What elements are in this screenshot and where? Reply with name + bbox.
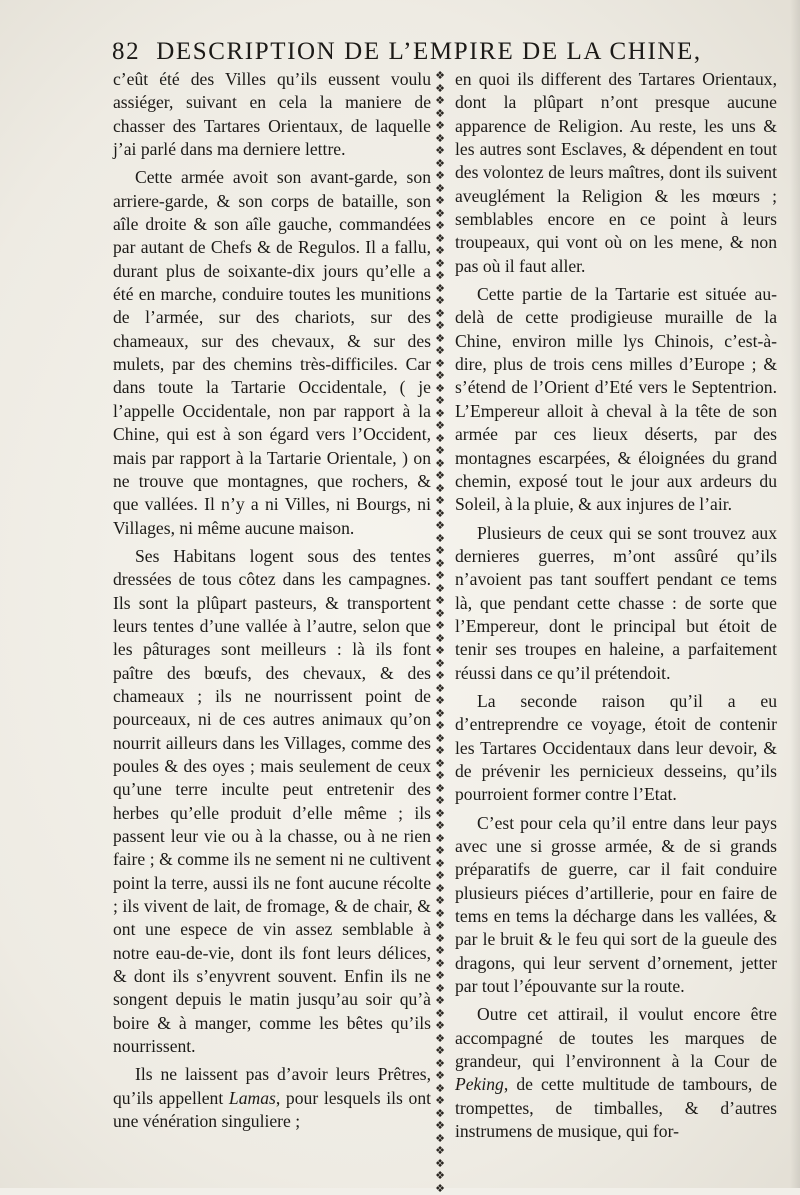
ornament-glyph: ❖ (433, 595, 447, 608)
paragraph (113, 1063, 431, 1133)
ornament-glyph: ❖ (433, 470, 447, 483)
ornament-glyph: ❖ (433, 583, 447, 596)
ornament-glyph: ❖ (433, 808, 447, 821)
ornament-glyph: ❖ (433, 483, 447, 496)
left-column (113, 68, 431, 1138)
ornament-glyph: ❖ (433, 1145, 447, 1158)
ornament-glyph: ❖ (433, 545, 447, 558)
ornament-glyph: ❖ (433, 533, 447, 546)
ornament-glyph: ❖ (433, 870, 447, 883)
ornament-glyph: ❖ (433, 195, 447, 208)
page-edge-shadow (790, 0, 800, 1188)
ornament-glyph: ❖ (433, 495, 447, 508)
text-run: Ils ne laissent pas d’avoir leurs Prêtres, qu’ils appellent (113, 1064, 431, 1107)
ornament-glyph: ❖ (433, 258, 447, 271)
ornament-glyph: ❖ (433, 733, 447, 746)
ornament-glyph: ❖ (433, 320, 447, 333)
ornament-glyph: ❖ (433, 158, 447, 171)
ornament-glyph: ❖ (433, 670, 447, 683)
ornament-glyph: ❖ (433, 783, 447, 796)
page-number: 82 (112, 38, 140, 65)
ornament-glyph: ❖ (433, 370, 447, 383)
ornament-glyph: ❖ (433, 170, 447, 183)
ornament-glyph: ❖ (433, 508, 447, 521)
ornament-glyph: ❖ (433, 558, 447, 571)
ornament-glyph: ❖ (433, 883, 447, 896)
ornament-glyph: ❖ (433, 283, 447, 296)
ornament-glyph: ❖ (433, 720, 447, 733)
text-run: , de cette multitude de tambours, de trompettes, de timballes, & d’autres instrumens de musique, qui for- (455, 1074, 777, 1141)
ornament-glyph: ❖ (433, 1008, 447, 1021)
ornament-glyph: ❖ (433, 645, 447, 658)
ornament-glyph: ❖ (433, 1133, 447, 1146)
ornament-glyph: ❖ (433, 1058, 447, 1071)
ornament-glyph: ❖ (433, 1070, 447, 1083)
ornament-glyph: ❖ (433, 1020, 447, 1033)
ornament-glyph: ❖ (433, 845, 447, 858)
text-run: Outre cet attirail, il voulut encore être accompagné de toutes les marques de grandeur, qui l’environnent à la Cour de (455, 1004, 777, 1071)
ornament-glyph: ❖ (433, 295, 447, 308)
ornament-glyph: ❖ (433, 658, 447, 671)
ornament-glyph: ❖ (433, 1158, 447, 1171)
ornament-glyph: ❖ (433, 570, 447, 583)
ornament-glyph: ❖ (433, 245, 447, 258)
ornament-glyph: ❖ (433, 995, 447, 1008)
ornament-glyph: ❖ (433, 145, 447, 158)
ornament-glyph: ❖ (433, 108, 447, 121)
ornament-glyph: ❖ (433, 95, 447, 108)
ornament-glyph: ❖ (433, 895, 447, 908)
ornament-glyph: ❖ (433, 270, 447, 283)
ornament-glyph: ❖ (433, 933, 447, 946)
ornament-glyph: ❖ (433, 620, 447, 633)
ornament-glyph: ❖ (433, 433, 447, 446)
ornament-glyph: ❖ (433, 445, 447, 458)
ornament-glyph: ❖ (433, 183, 447, 196)
ornament-glyph: ❖ (433, 1045, 447, 1058)
ornament-glyph: ❖ (433, 133, 447, 146)
ornament-glyph: ❖ (433, 745, 447, 758)
ornament-glyph: ❖ (433, 408, 447, 421)
ornament-glyph: ❖ (433, 120, 447, 133)
ornament-glyph: ❖ (433, 1095, 447, 1108)
ornament-glyph: ❖ (433, 958, 447, 971)
ornament-glyph: ❖ (433, 758, 447, 771)
ornament-glyph: ❖ (433, 695, 447, 708)
ornament-glyph: ❖ (433, 308, 447, 321)
ornament-glyph: ❖ (433, 945, 447, 958)
ornament-glyph: ❖ (433, 83, 447, 96)
right-column (455, 68, 777, 1148)
ornament-glyph: ❖ (433, 770, 447, 783)
ornament-glyph: ❖ (433, 1170, 447, 1183)
ornament-glyph: ❖ (433, 983, 447, 996)
paragraph: C’est pour cela qu’il entre dans leur pays avec une si grosse armée, & de si grands préparatifs de guerre, car il fait conduire plusieurs piéces d’artillerie, pour en faire de tems en tems la décharge dans les vallées, & par le bruit & le feu qui sort de la gueule des dragons, qui leur servent d’ornement, jetter par tout l’épouvante sur la route. (455, 812, 777, 999)
ornament-glyph: ❖ (433, 908, 447, 921)
paragraph: Cette partie de la Tartarie est située au-delà de cette prodigieuse muraille de la Chine, environ mille lys Chinois, c’est-à-dire, plus de trois cens milles d’Europe ; & s’étend de l’Orient d’Eté vers le Septentrion. L’Empereur alloit à cheval à la tête de son armée par ces lieux déserts, par des montagnes escarpées, & éloignées du grand chemin, exposé tout le jour aux ardeurs du Soleil, à la pluie, & aux injures de l’air. (455, 283, 777, 516)
ornament-glyph: ❖ (433, 608, 447, 621)
ornament-glyph: ❖ (433, 395, 447, 408)
ornament-glyph: ❖ (433, 1108, 447, 1121)
ornament-glyph: ❖ (433, 345, 447, 358)
ornament-glyph: ❖ (433, 520, 447, 533)
ornament-glyph: ❖ (433, 633, 447, 646)
ornament-glyph: ❖ (433, 833, 447, 846)
paragraph: La seconde raison qu’il a eu d’entreprendre ce voyage, étoit de contenir les Tartares Occidentaux dans leur devoir, & de prévenir les pernicieux desseins, qu’ils pourroient former contre l’Etat. (455, 690, 777, 807)
ornament-glyph: ❖ (433, 795, 447, 808)
ornament-glyph: ❖ (433, 708, 447, 721)
ornament-glyph: ❖ (433, 820, 447, 833)
ornament-glyph: ❖ (433, 1083, 447, 1096)
paragraph: Cette armée avoit son avant-garde, son arriere-garde, & son corps de bataille, son aîle droite & son aîle gauche, commandées par autant de Chefs & de Regulos. Il a fallu, durant plus de soixante-dix jours qu’elle a été en marche, conduire toutes les munitions de l’armée, sur des chariots, sur des chameaux, sur des chevaux, & sur des mulets, par des chemins très-difficiles. Car dans toute la Tartarie Occidentale, ( je l’appelle Occidentale, non par rapport à la Chine, qui est à son égard vers l’Occident, mais par rapport à la Tartarie Orientale, ) on ne trouve que montagnes, que rochers, & que vallées. Il n’y a ni Villes, ni Bourgs, ni Villages, ni même aucune maison. (113, 166, 431, 540)
ornament-glyph: ❖ (433, 420, 447, 433)
ornament-glyph: ❖ (433, 208, 447, 221)
paragraph (455, 1003, 777, 1143)
paragraph: c’eût été des Villes qu’ils eussent voulu assiéger, suivant en cela la maniere de chasser des Tartares Orientaux, de laquelle j’ai parlé dans ma derniere lettre. (113, 68, 431, 161)
ornament-glyph: ❖ (433, 458, 447, 471)
ornament-glyph: ❖ (433, 1033, 447, 1046)
text-run: , pour lesquels ils ont une vénération singuliere ; (113, 1088, 431, 1131)
ornament-glyph: ❖ (433, 233, 447, 246)
paragraph: Plusieurs de ceux qui se sont trouvez aux dernieres guerres, m’ont assûré qu’ils n’avoient pas tant souffert pendant ce tems là, que pendant cette chasse : de sorte que l’Empereur, dont le principal but étoit de tenir ses troupes en haleine, a parfaitement réussi dans ce qu’il prétendoit. (455, 522, 777, 685)
ornamental-column-divider (433, 70, 447, 1180)
ornament-glyph: ❖ (433, 1120, 447, 1133)
ornament-glyph: ❖ (433, 920, 447, 933)
ornament-glyph: ❖ (433, 358, 447, 371)
italic-term: Peking (455, 1074, 504, 1094)
ornament-glyph: ❖ (433, 683, 447, 696)
paragraph: Ses Habitans logent sous des tentes dressées de tous côtez dans les campagnes. Ils sont la plûpart pasteurs, & transportent leurs tentes d’une vallée à l’autre, selon que les pâturages sont meilleurs : là ils font paître des bœufs, des chevaux, & des chameaux ; ils ne nourrissent point de pourceaux, ni de ces autres animaux qu’on nourrit ailleurs dans les Villages, comme des poules & des oyes ; mais seulement de ceux qu’une terre inculte peut entretenir des herbes qu’elle produit d’elle même ; ils passent leur vie ou à la chasse, ou à ne rien faire ; & comme ils ne sement ni ne cultivent point la terre, aussi ils ne font aucune récolte ; ils vivent de lait, de fromage, & de chair, & ont une espece de vin assez semblable à notre eau-de-vie, dont ils font leurs délices, & dont ils s’enyvrent souvent. Enfin ils ne songent depuis le matin jusqu’au soir qu’à boire & à manger, comme les bêtes qu’ils nourrissent. (113, 545, 431, 1059)
ornament-glyph: ❖ (433, 858, 447, 871)
italic-term: Lamas (229, 1088, 276, 1108)
paragraph: en quoi ils different des Tartares Orientaux, dont la plûpart n’ont presque aucune apparence de Religion. Au reste, les uns & les autres sont Esclaves, & dépendent en tout des volontez de leurs maîtres, dont ils suivent aveuglément la Religion & les mœurs ; semblables encore en ce point à leurs troupeaux, qui vont où on les mene, & non pas où il faut aller. (455, 68, 777, 278)
ornament-glyph: ❖ (433, 70, 447, 83)
ornament-glyph: ❖ (433, 383, 447, 396)
running-title: DESCRIPTION DE L’EMPIRE DE LA CHINE, (156, 38, 702, 65)
ornament-glyph: ❖ (433, 333, 447, 346)
ornament-glyph: ❖ (433, 1183, 447, 1195)
ornament-glyph: ❖ (433, 220, 447, 233)
ornament-glyph: ❖ (433, 970, 447, 983)
